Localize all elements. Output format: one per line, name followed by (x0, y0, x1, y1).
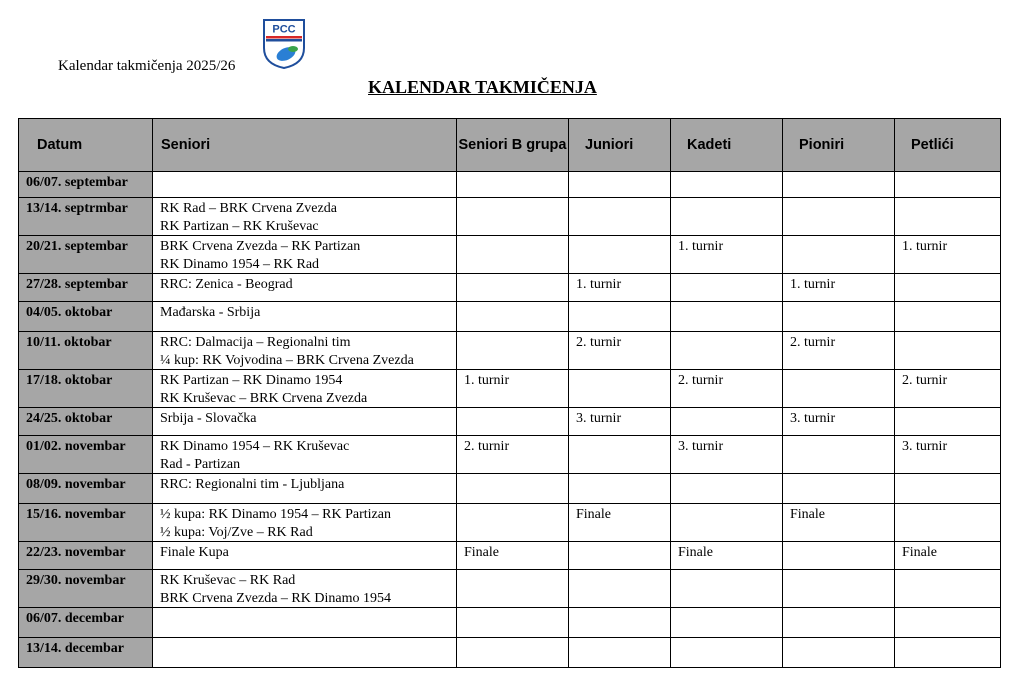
page-title: KALENDAR TAKMIČENJA (368, 77, 597, 97)
table-row (19, 332, 1001, 370)
juniori-cell: 2. turnir (569, 332, 671, 370)
column-header-juniori: Juniori (569, 119, 671, 172)
seniori-b-cell: 2. turnir (457, 436, 569, 474)
pioniri-cell (783, 236, 895, 274)
seniori-b-cell (457, 608, 569, 638)
seniori-line: RK Kruševac – BRK Crvena Zvezda (160, 390, 368, 406)
seniori-b-cell (457, 302, 569, 332)
seniori-line: RRC: Dalmacija – Regionalni tim (160, 335, 351, 350)
pioniri-cell (783, 370, 895, 408)
kadeti-cell (671, 198, 783, 236)
petlici-cell: 2. turnir (895, 370, 1001, 408)
seniori-cell (153, 474, 457, 504)
date-cell: 13/14. septrmbar (19, 198, 153, 236)
pcc-logo (262, 18, 306, 70)
juniori-cell (569, 474, 671, 504)
column-header-datum: Datum (19, 119, 153, 172)
seniori-cell (153, 638, 457, 668)
juniori-cell (569, 638, 671, 668)
juniori-cell (569, 172, 671, 198)
juniori-cell (569, 198, 671, 236)
seniori-b-cell (457, 408, 569, 436)
seniori-line: RRC: Regionalni tim - Ljubljana (160, 477, 345, 492)
seniori-b-cell: 1. turnir (457, 370, 569, 408)
seniori-line: RK Dinamo 1954 – RK Kruševac (160, 439, 350, 454)
seniori-cell (153, 436, 457, 474)
seniori-cell (153, 370, 457, 408)
calendar-table (18, 118, 1001, 668)
juniori-cell (569, 436, 671, 474)
petlici-cell: 1. turnir (895, 236, 1001, 274)
petlici-cell (895, 608, 1001, 638)
kadeti-cell (671, 274, 783, 302)
seniori-cell (153, 172, 457, 198)
kadeti-cell: 2. turnir (671, 370, 783, 408)
column-header-pioniri: Pioniri (783, 119, 895, 172)
juniori-cell (569, 570, 671, 608)
petlici-cell: 3. turnir (895, 436, 1001, 474)
petlici-cell (895, 274, 1001, 302)
juniori-cell (569, 302, 671, 332)
juniori-cell (569, 236, 671, 274)
kadeti-cell (671, 608, 783, 638)
seniori-cell (153, 274, 457, 302)
seniori-b-cell (457, 332, 569, 370)
table-row (19, 370, 1001, 408)
pioniri-cell: 2. turnir (783, 332, 895, 370)
kadeti-cell: Finale (671, 542, 783, 570)
petlici-cell (895, 198, 1001, 236)
kadeti-cell (671, 570, 783, 608)
pioniri-cell: 3. turnir (783, 408, 895, 436)
kadeti-cell (671, 172, 783, 198)
juniori-cell (569, 608, 671, 638)
pioniri-cell (783, 302, 895, 332)
date-cell: 29/30. novembar (19, 570, 153, 608)
date-cell: 17/18. oktobar (19, 370, 153, 408)
pioniri-cell (783, 474, 895, 504)
column-header-seniori-b: Seniori B grupa (457, 119, 569, 172)
table-row (19, 408, 1001, 436)
kadeti-cell (671, 638, 783, 668)
seniori-cell (153, 408, 457, 436)
header-row (19, 119, 1001, 172)
seniori-line: RK Partizan – RK Kruševac (160, 218, 319, 234)
seniori-line: RK Dinamo 1954 – RK Rad (160, 256, 320, 272)
seniori-cell (153, 542, 457, 570)
column-header-kadeti: Kadeti (671, 119, 783, 172)
seniori-line: Mađarska - Srbija (160, 305, 261, 320)
seniori-line: Finale Kupa (160, 545, 229, 560)
seniori-line: RK Rad – BRK Crvena Zvezda (160, 201, 337, 216)
juniori-cell: Finale (569, 504, 671, 542)
petlici-cell (895, 408, 1001, 436)
kadeti-cell (671, 474, 783, 504)
pioniri-cell (783, 570, 895, 608)
seniori-line: ½ kupa: Voj/Zve – RK Rad (160, 524, 313, 540)
date-cell: 27/28. septembar (19, 274, 153, 302)
seniori-line: BRK Crvena Zvezda – RK Partizan (160, 239, 361, 254)
seniori-b-cell (457, 236, 569, 274)
pioniri-cell: 1. turnir (783, 274, 895, 302)
table-row (19, 198, 1001, 236)
seniori-b-cell (457, 474, 569, 504)
petlici-cell (895, 638, 1001, 668)
table-row (19, 236, 1001, 274)
seniori-b-cell (457, 172, 569, 198)
table-row (19, 274, 1001, 302)
petlici-cell (895, 172, 1001, 198)
kadeti-cell (671, 302, 783, 332)
kadeti-cell (671, 332, 783, 370)
seniori-cell (153, 236, 457, 274)
table-row (19, 504, 1001, 542)
seniori-line: RK Kruševac – RK Rad (160, 573, 296, 588)
pioniri-cell (783, 172, 895, 198)
table-row (19, 302, 1001, 332)
date-cell: 06/07. septembar (19, 172, 153, 198)
date-cell: 08/09. novembar (19, 474, 153, 504)
date-cell: 10/11. oktobar (19, 332, 153, 370)
column-header-seniori: Seniori (153, 119, 457, 172)
date-cell: 13/14. decembar (19, 638, 153, 668)
date-cell: 06/07. decembar (19, 608, 153, 638)
date-cell: 20/21. septembar (19, 236, 153, 274)
date-cell: 04/05. oktobar (19, 302, 153, 332)
petlici-cell (895, 302, 1001, 332)
pioniri-cell: Finale (783, 504, 895, 542)
logo-text: PCC (272, 23, 296, 36)
seniori-line: RRC: Zenica - Beograd (160, 277, 293, 292)
seniori-b-cell (457, 638, 569, 668)
seniori-b-cell: Finale (457, 542, 569, 570)
table-row (19, 542, 1001, 570)
document-header-text: Kalendar takmičenja 2025/26 (58, 58, 236, 74)
seniori-line: ½ kupa: RK Dinamo 1954 – RK Partizan (160, 507, 391, 522)
column-header-petlici: Petlići (895, 119, 1001, 172)
kadeti-cell: 3. turnir (671, 436, 783, 474)
pioniri-cell (783, 638, 895, 668)
petlici-cell (895, 474, 1001, 504)
petlici-cell (895, 332, 1001, 370)
date-cell: 22/23. novembar (19, 542, 153, 570)
seniori-cell (153, 504, 457, 542)
kadeti-cell: 1. turnir (671, 236, 783, 274)
seniori-b-cell (457, 274, 569, 302)
seniori-line: Srbija - Slovačka (160, 411, 257, 426)
seniori-line: ¼ kup: RK Vojvodina – BRK Crvena Zvezda (160, 352, 414, 368)
seniori-cell (153, 198, 457, 236)
petlici-cell (895, 570, 1001, 608)
petlici-cell: Finale (895, 542, 1001, 570)
petlici-cell (895, 504, 1001, 542)
seniori-cell (153, 570, 457, 608)
seniori-cell (153, 332, 457, 370)
date-cell: 01/02. novembar (19, 436, 153, 474)
seniori-line: RK Partizan – RK Dinamo 1954 (160, 373, 343, 388)
date-cell: 15/16. novembar (19, 504, 153, 542)
seniori-cell (153, 608, 457, 638)
table-row (19, 172, 1001, 198)
juniori-cell: 3. turnir (569, 408, 671, 436)
juniori-cell (569, 370, 671, 408)
date-cell: 24/25. oktobar (19, 408, 153, 436)
table-row (19, 608, 1001, 638)
table-row (19, 570, 1001, 608)
pioniri-cell (783, 542, 895, 570)
seniori-line: Rad - Partizan (160, 456, 241, 472)
pioniri-cell (783, 608, 895, 638)
seniori-b-cell (457, 570, 569, 608)
table-row (19, 638, 1001, 668)
seniori-b-cell (457, 504, 569, 542)
pioniri-cell (783, 198, 895, 236)
juniori-cell (569, 542, 671, 570)
seniori-b-cell (457, 198, 569, 236)
juniori-cell: 1. turnir (569, 274, 671, 302)
kadeti-cell (671, 408, 783, 436)
seniori-line: BRK Crvena Zvezda – RK Dinamo 1954 (160, 590, 391, 606)
table-row (19, 474, 1001, 504)
kadeti-cell (671, 504, 783, 542)
pioniri-cell (783, 436, 895, 474)
seniori-cell (153, 302, 457, 332)
table-row (19, 436, 1001, 474)
